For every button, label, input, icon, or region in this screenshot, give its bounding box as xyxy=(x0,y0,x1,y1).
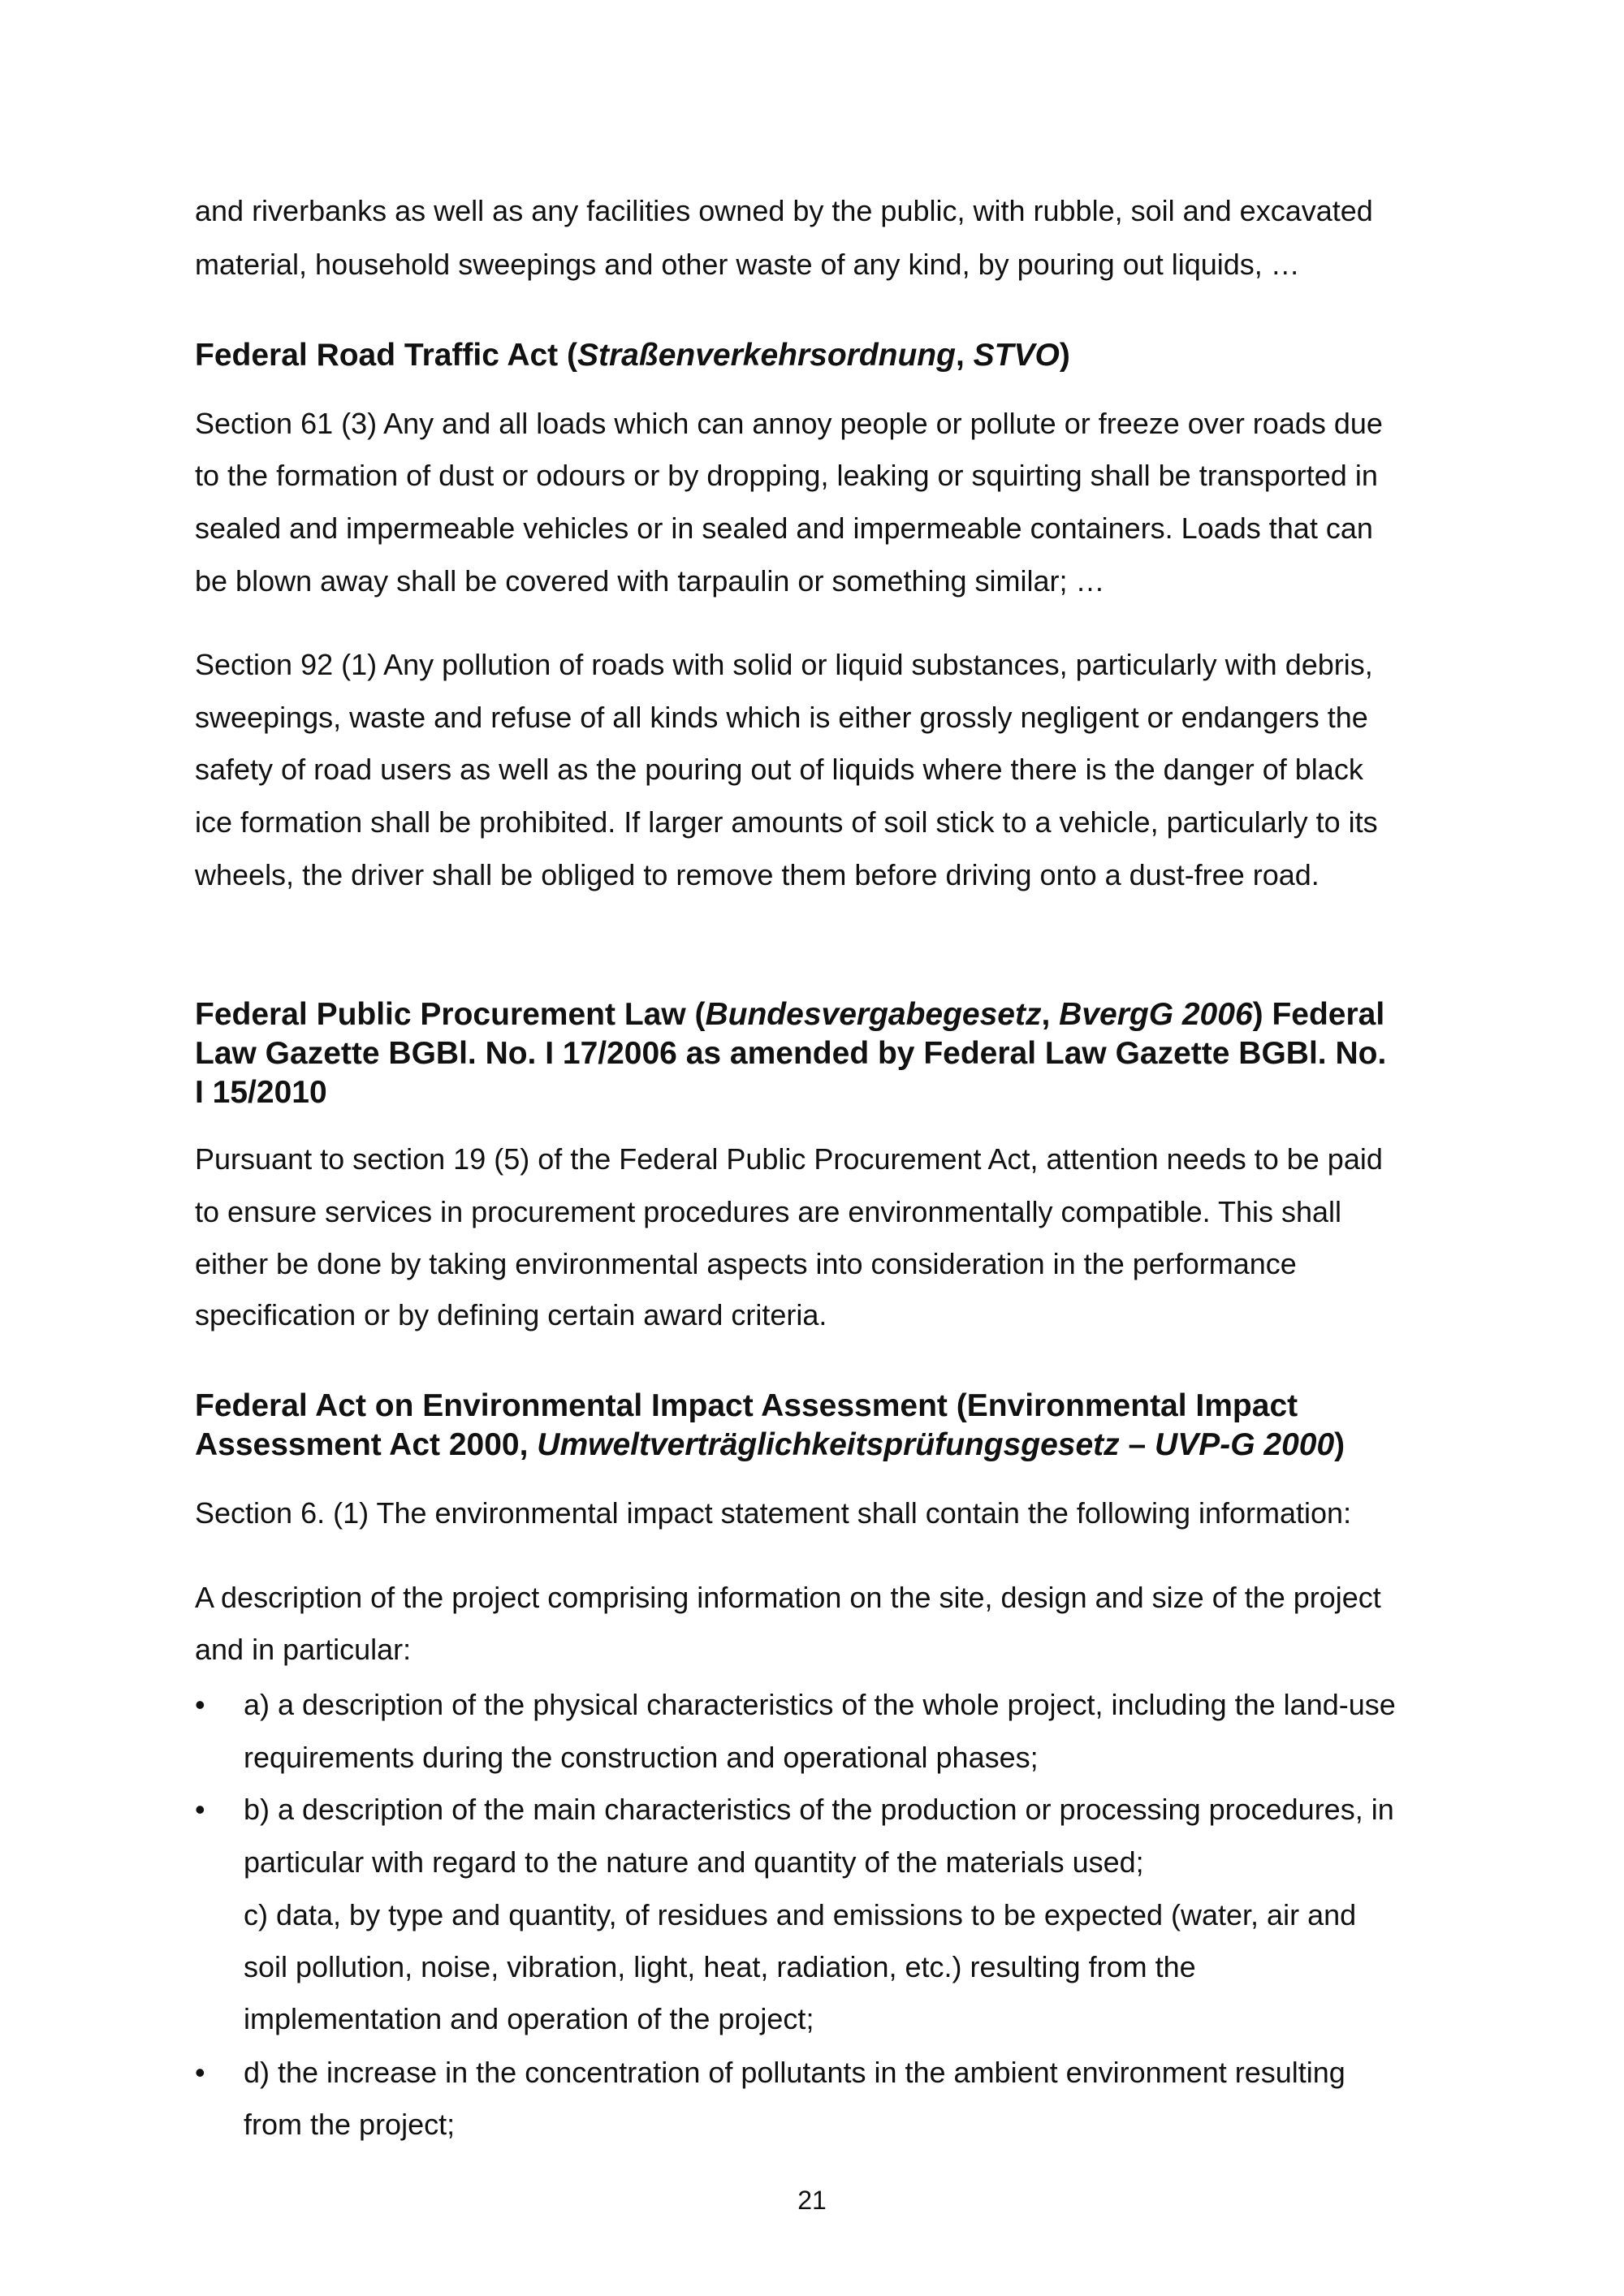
bvergg-heading-line-2: Law Gazette BGBl. No. I 17/2006 as amended by Federal Law Gazette BGBl. No. xyxy=(195,1036,1387,1071)
bvergg-heading-line-1: Federal Public Procurement Law (Bundesvergabegesetz, BvergG 2006) Federal xyxy=(195,997,1385,1032)
uvpg-desc-line-1: A description of the project comprising information on the site, design and size of the project xyxy=(195,1581,1381,1614)
bvergg-line-2: to ensure services in procurement procedures are environmentally compatible. This shall xyxy=(195,1195,1342,1228)
s92-line-3: safety of road users as well as the pouring out of liquids where there is the danger of black xyxy=(195,753,1363,786)
s92-line-1: Section 92 (1) Any pollution of roads with solid or liquid substances, particularly with debris, xyxy=(195,648,1373,681)
intro-line-2: material, household sweepings and other waste of any kind, by pouring out liquids, … xyxy=(195,248,1300,281)
item-b-line-2: particular with regard to the nature and quantity of the materials used; xyxy=(244,1845,1144,1879)
bullet-a: • xyxy=(195,1688,205,1721)
bvergg-heading-line-3: I 15/2010 xyxy=(195,1075,327,1110)
s61-line-1: Section 61 (3) Any and all loads which can annoy people or pollute or freeze over roads due xyxy=(195,407,1383,440)
bvergg-line-3: either be done by taking environmental aspects into consideration in the performance xyxy=(195,1247,1297,1280)
item-c-line-3: implementation and operation of the project; xyxy=(244,2002,814,2035)
item-a-line-1: a) a description of the physical characteristics of the whole project, including the land-use xyxy=(244,1688,1396,1721)
s61-line-3: sealed and impermeable vehicles or in sealed and impermeable containers. Loads that can xyxy=(195,511,1373,545)
s92-line-5: wheels, the driver shall be obliged to remove them before driving onto a dust-free road. xyxy=(195,858,1320,891)
bvergg-line-4: specification or by defining certain award criteria. xyxy=(195,1298,827,1331)
item-a-line-2: requirements during the construction and operational phases; xyxy=(244,1741,1039,1774)
item-d-line-1: d) the increase in the concentration of pollutants in the ambient environment resulting xyxy=(244,2056,1345,2089)
s61-line-2: to the formation of dust or odours or by dropping, leaking or squirting shall be transported in xyxy=(195,459,1378,492)
bvergg-line-1: Pursuant to section 19 (5) of the Federal Public Procurement Act, attention needs to be paid xyxy=(195,1142,1383,1176)
s61-line-4: be blown away shall be covered with tarpaulin or something similar; … xyxy=(195,564,1105,598)
uvpg-section-line: Section 6. (1) The environmental impact statement shall contain the following information: xyxy=(195,1496,1352,1530)
s92-line-2: sweepings, waste and refuse of all kinds which is either grossly negligent or endangers the xyxy=(195,701,1368,734)
intro-line-1: and riverbanks as well as any facilities owned by the public, with rubble, soil and excavated xyxy=(195,194,1373,227)
stvo-heading: Federal Road Traffic Act (Straßenverkehrsordnung, STVO) xyxy=(195,338,1070,373)
bullet-b: • xyxy=(195,1793,205,1826)
page-number: 21 xyxy=(797,2186,827,2215)
bullet-d: • xyxy=(195,2056,205,2089)
item-b-line-1: b) a description of the main characteristics of the production or processing procedures, in xyxy=(244,1793,1394,1826)
uvpg-heading-line-1: Federal Act on Environmental Impact Assessment (Environmental Impact xyxy=(195,1388,1298,1423)
item-c-line-1: c) data, by type and quantity, of residues and emissions to be expected (water, air and xyxy=(244,1898,1357,1931)
uvpg-desc-line-2: and in particular: xyxy=(195,1633,412,1666)
s92-line-4: ice formation shall be prohibited. If larger amounts of soil stick to a vehicle, particularly to its xyxy=(195,805,1378,839)
item-c-line-2: soil pollution, noise, vibration, light, heat, radiation, etc.) resulting from the xyxy=(244,1950,1196,1983)
uvpg-heading-line-2: Assessment Act 2000, Umweltverträglichkeitsprüfungsgesetz – UVP-G 2000) xyxy=(195,1427,1345,1462)
item-d-line-2: from the project; xyxy=(244,2108,456,2141)
